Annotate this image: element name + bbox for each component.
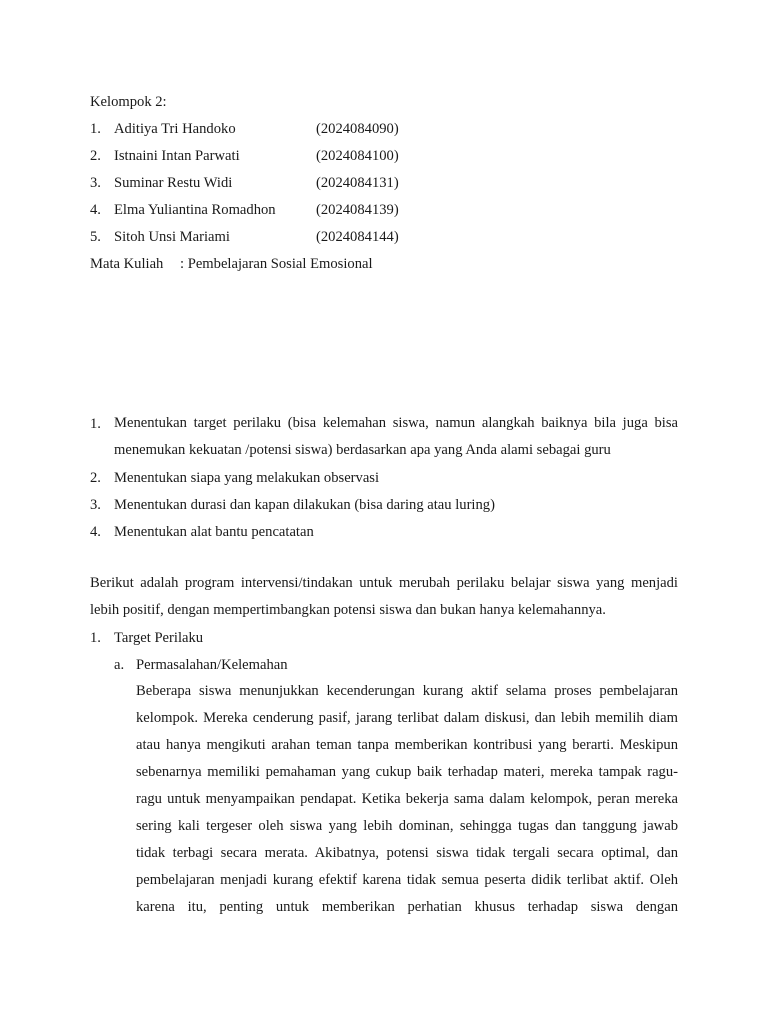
task-text-line: Menentukan siapa yang melakukan observasi: [114, 470, 380, 486]
task-text-line: Menentukan target perilaku (bisa kelemahan siswa, namun alangkah baiknya bila juga bisa: [114, 415, 678, 431]
problem-line: pembelajaran menjadi kurang efektif karena tidak semua peserta didik terlibat aktif. Oleh: [136, 872, 678, 888]
group-label: Kelompok 2:: [90, 94, 167, 110]
problem-line: atau hanya mengikuti arahan teman tanpa memberikan kontribusi yang berarti. Meskipun: [136, 737, 678, 753]
task-number: 2.: [90, 470, 101, 486]
member-name: Aditiya Tri Handoko: [114, 121, 236, 137]
section-title: Target Perilaku: [114, 630, 204, 646]
member-number: 4.: [90, 202, 101, 218]
member-number: 5.: [90, 229, 101, 245]
member-number: 2.: [90, 148, 101, 164]
intro-paragraph: [90, 570, 678, 624]
task-number: 4.: [90, 524, 101, 540]
task-number: 1.: [90, 416, 101, 432]
problem-line: sebenarnya memiliki pemahaman yang cukup baik terhadap materi, mereka tampak ragu-: [136, 764, 678, 780]
member-id: (2024084139): [316, 202, 399, 218]
problem-line: kelompok. Mereka cenderung pasif, jarang terlibat dalam diskusi, dan lebih memilih diam: [136, 710, 678, 726]
problem-paragraph: [136, 678, 678, 921]
member-id: (2024084144): [316, 229, 399, 245]
problem-line: karena itu, penting untuk memberikan perhatian khusus terhadap siswa dengan: [136, 899, 678, 915]
section-number: 1.: [90, 630, 101, 646]
course-value: : Pembelajaran Sosial Emosional: [180, 256, 373, 272]
member-id: (2024084090): [316, 121, 399, 137]
task-text-line: menemukan kekuatan /potensi siswa) berdasarkan apa yang Anda alami sebagai guru: [114, 442, 611, 458]
member-id: (2024084131): [316, 175, 399, 191]
subsection-title: Permasalahan/Kelemahan: [136, 657, 288, 673]
problem-line: tidak terbagi secara merata. Akibatnya, potensi siswa tidak tergali secara optimal, dan: [136, 845, 678, 861]
task-text-line: Menentukan alat bantu pencatatan: [114, 524, 314, 540]
course-label: Mata Kuliah: [90, 256, 164, 272]
member-number: 1.: [90, 121, 101, 137]
intro-line: Berikut adalah program intervensi/tindakan untuk merubah perilaku belajar siswa yang menjadi: [90, 575, 678, 591]
task-item: [114, 410, 678, 464]
member-name: Istnaini Intan Parwati: [114, 148, 240, 164]
task-text-line: Menentukan durasi dan kapan dilakukan (bisa daring atau luring): [114, 497, 495, 513]
problem-line: Beberapa siswa menunjukkan kecenderungan kurang aktif selama proses pembelajaran: [136, 683, 678, 699]
task-number: 3.: [90, 497, 101, 513]
member-id: (2024084100): [316, 148, 399, 164]
intro-line: lebih positif, dengan mempertimbangkan potensi siswa dan bukan hanya kelemahannya.: [90, 602, 606, 618]
member-name: Elma Yuliantina Romadhon: [114, 202, 276, 218]
member-name: Suminar Restu Widi: [114, 175, 233, 191]
subsection-letter: a.: [114, 657, 125, 673]
problem-line: sering kali tergeser oleh siswa yang lebih dominan, sehingga tugas dan tanggung jawab: [136, 818, 678, 834]
problem-line: ragu untuk menyampaikan pendapat. Ketika bekerja sama dalam kelompok, peran mereka: [136, 791, 678, 807]
member-number: 3.: [90, 175, 101, 191]
member-name: Sitoh Unsi Mariami: [114, 229, 230, 245]
